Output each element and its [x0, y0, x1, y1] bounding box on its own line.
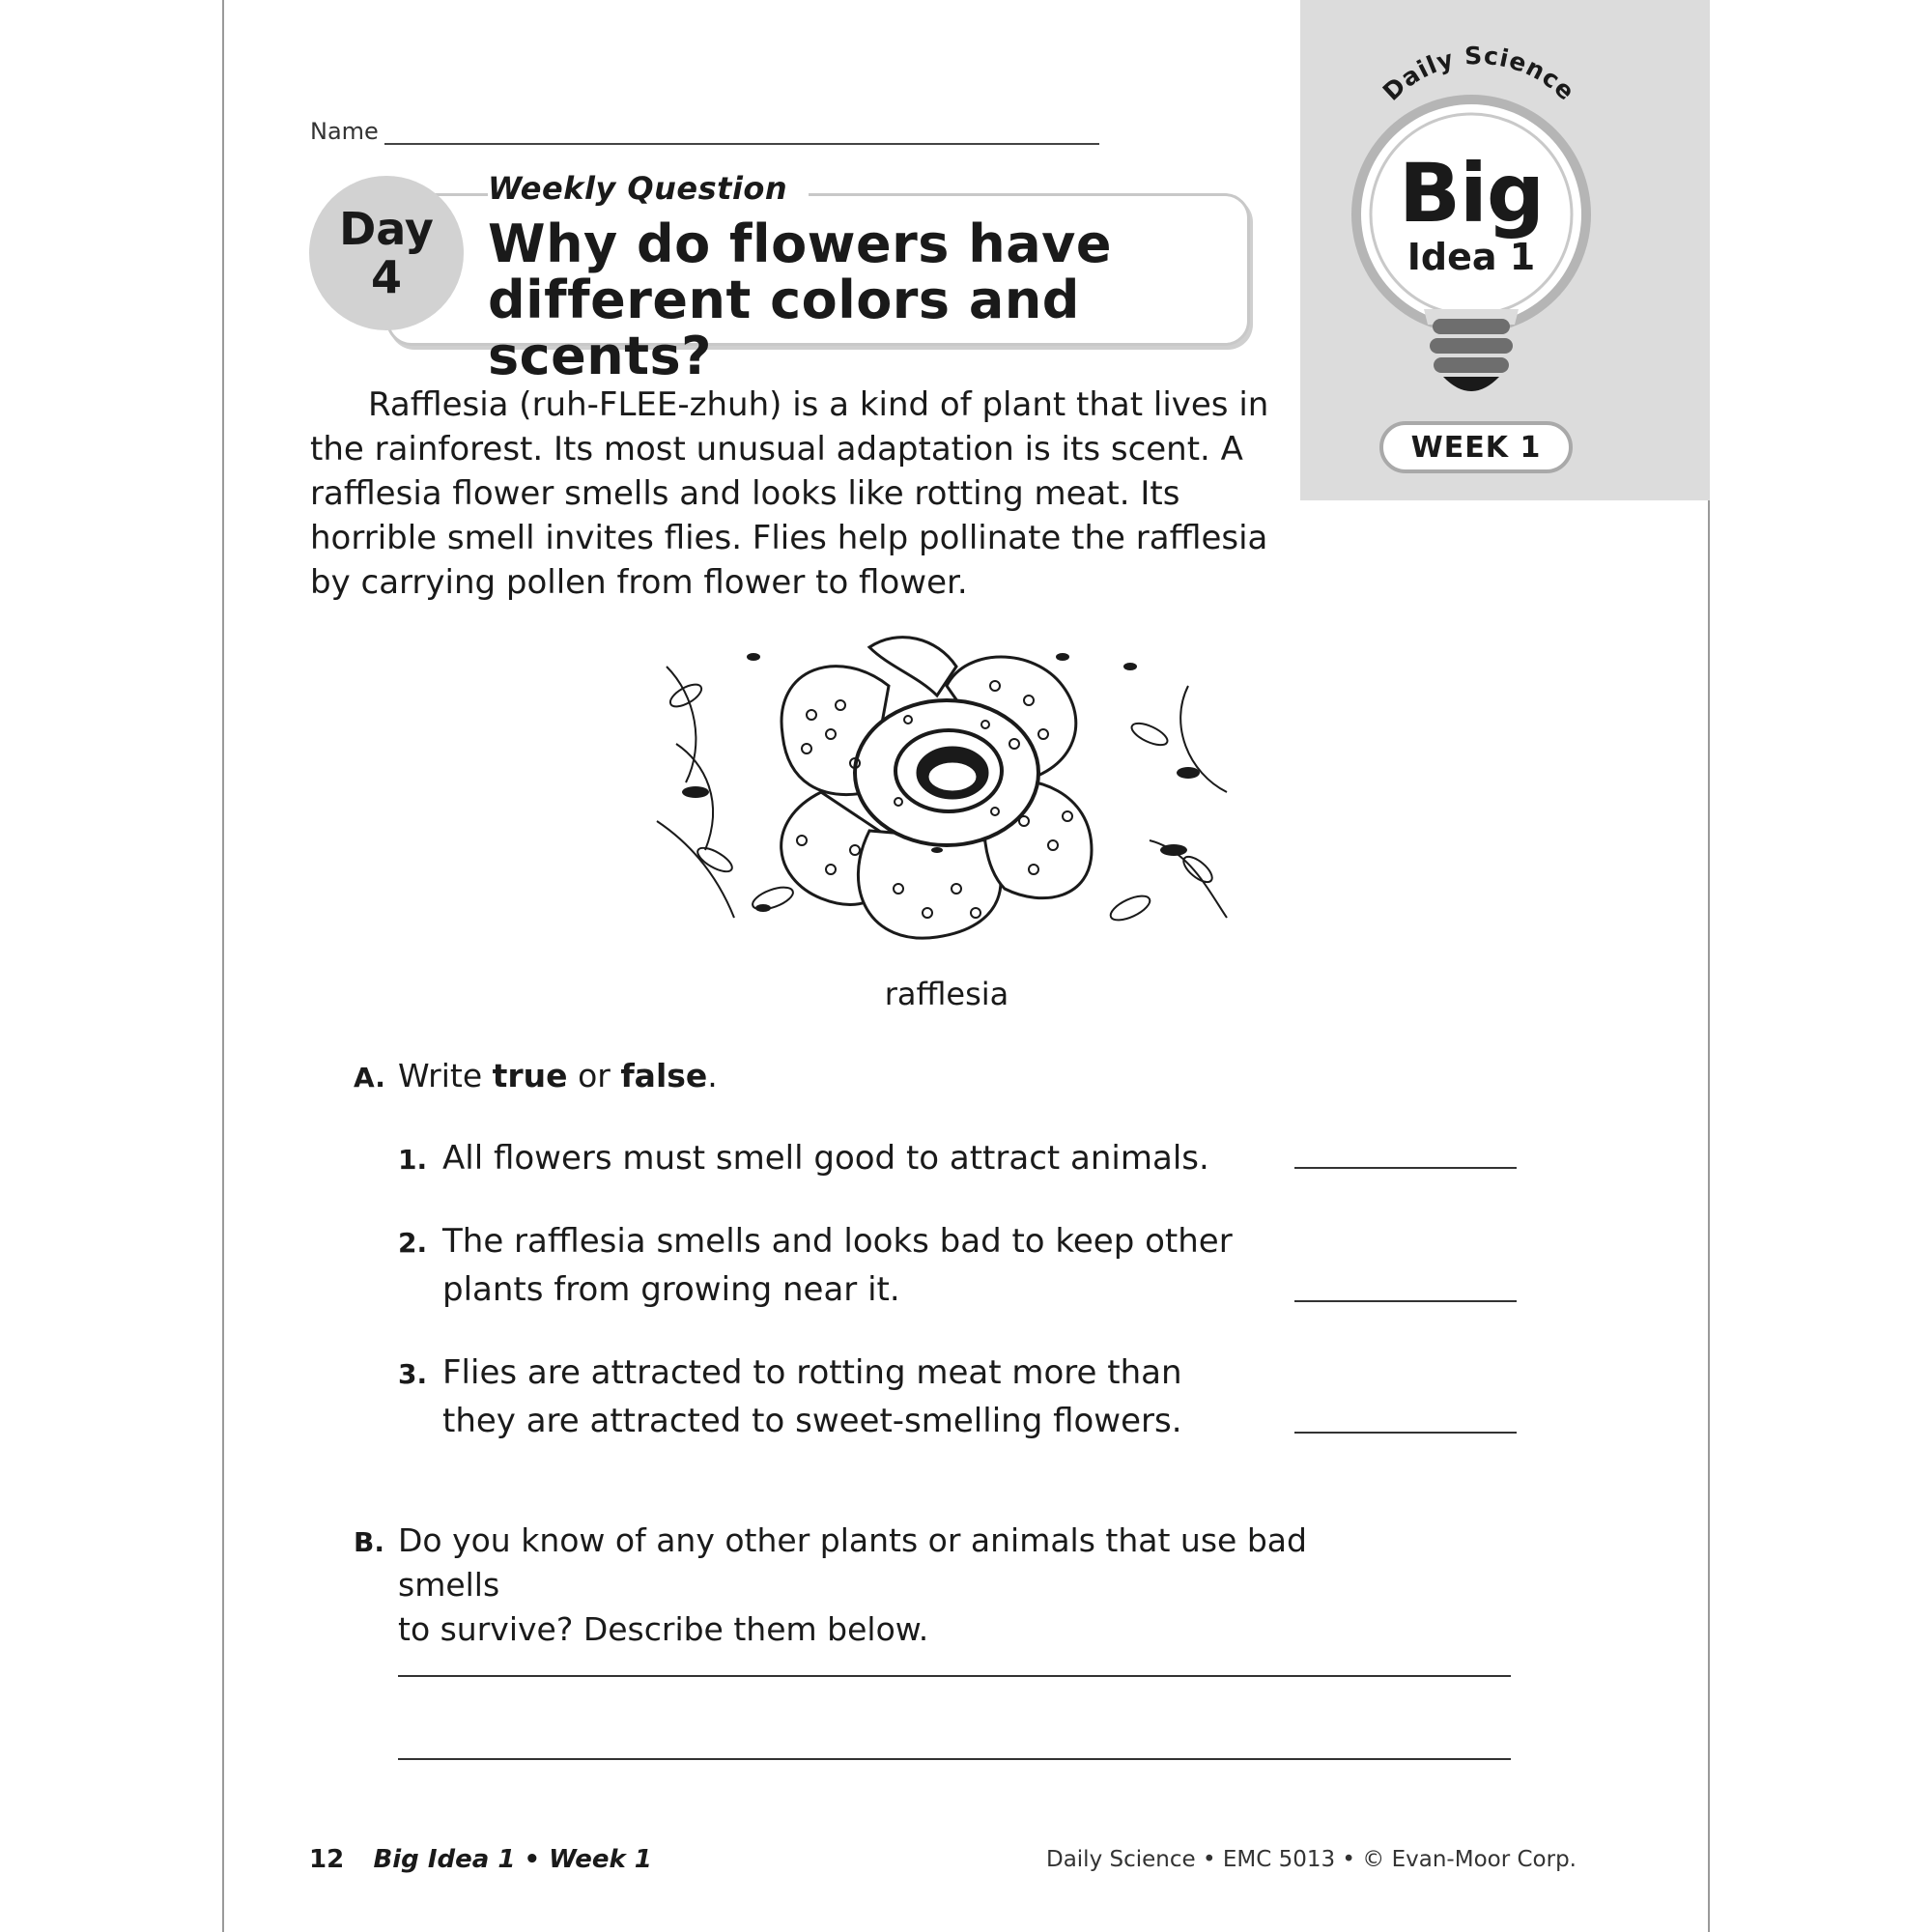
name-label: Name — [310, 118, 379, 145]
item-number: 1. — [398, 1144, 428, 1176]
part-b-label: B. — [354, 1526, 384, 1558]
answer-line-1[interactable] — [1294, 1165, 1517, 1169]
item-text — [442, 1349, 1254, 1445]
word-true: true — [492, 1057, 568, 1094]
part-b-text — [398, 1519, 1403, 1652]
true-false-item-2 — [398, 1217, 1267, 1314]
rafflesia-illustration — [647, 628, 1246, 947]
part-a-instruction — [354, 1057, 718, 1094]
part-b-line-2: to survive? Describe them below. — [398, 1610, 929, 1648]
true-false-item-1 — [398, 1134, 1267, 1184]
day-word: Day — [339, 203, 434, 255]
name-write-line[interactable] — [384, 118, 1099, 145]
item-line-1: Flies are attracted to rotting meat more than — [442, 1353, 1182, 1392]
item-line-2: they are attracted to sweet-smelling flowers. — [442, 1402, 1182, 1440]
instruction-prefix: Write — [398, 1057, 483, 1094]
big-idea-big: Big — [1399, 146, 1544, 241]
footer-left — [309, 1845, 652, 1874]
week-badge: WEEK 1 — [1379, 421, 1573, 473]
question-line-1: Why do flowers have — [488, 213, 1112, 274]
part-b-line-1: Do you know of any other plants or animals that use bad smells — [398, 1521, 1307, 1604]
illustration-caption: rafflesia — [884, 976, 1009, 1012]
item-number: 2. — [398, 1227, 428, 1259]
answer-line-2[interactable] — [1294, 1298, 1517, 1302]
true-false-item-3 — [398, 1349, 1267, 1445]
instruction-period: . — [707, 1057, 718, 1094]
item-line-2: plants from growing near it. — [442, 1270, 900, 1309]
weekly-question-title — [488, 213, 1261, 386]
item-line-1: The rafflesia smells and looks bad to keep other — [442, 1222, 1233, 1261]
word-or: or — [578, 1057, 611, 1094]
passage-paragraph: Rafflesia (ruh-FLEE-zhuh) is a kind of plant that lives in the rainforest. Its most unusual adaptation is its scent. A rafflesia flower smells and looks like rotting meat. Its horrible smell invites flies. Flies help pollinate the rafflesia by carrying pollen from flower to flower. — [310, 385, 1269, 602]
item-text — [442, 1217, 1254, 1314]
question-line-2: different colors and scents? — [488, 270, 1080, 386]
day-badge — [309, 176, 464, 330]
item-text: All flowers must smell good to attract animals. — [442, 1139, 1209, 1178]
footer-credit: Daily Science • EMC 5013 • © Evan-Moor Corp. — [1045, 1847, 1577, 1872]
response-line-1[interactable] — [398, 1675, 1511, 1677]
response-line-2[interactable] — [398, 1758, 1511, 1760]
name-field[interactable] — [310, 118, 1099, 145]
footer-breadcrumb: Big Idea 1 • Week 1 — [373, 1845, 652, 1874]
word-false: false — [620, 1057, 708, 1094]
weekly-question-label: Weekly Question — [488, 170, 809, 207]
big-idea-number: Idea 1 — [1406, 236, 1536, 278]
day-number: 4 — [370, 251, 402, 303]
item-number: 3. — [398, 1358, 428, 1390]
part-a-label: A. — [354, 1062, 385, 1094]
page-number: 12 — [309, 1845, 345, 1874]
reading-passage — [310, 383, 1276, 605]
daily-science-arc-text: Daily Science — [1377, 41, 1581, 106]
page-left-edge — [222, 0, 224, 1932]
part-b-prompt — [354, 1519, 1416, 1652]
answer-line-3[interactable] — [1294, 1430, 1517, 1434]
